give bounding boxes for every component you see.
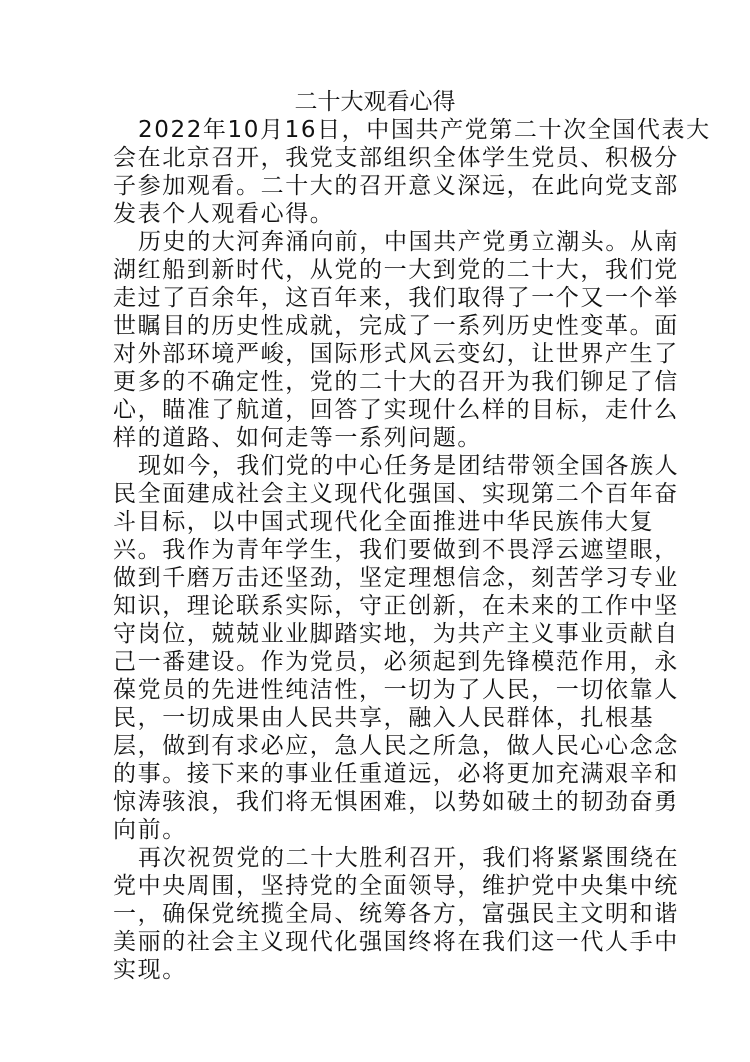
- document-body: [113, 116, 711, 984]
- paragraph-line: 样的道路、如何走等一系列问题。: [113, 425, 482, 451]
- paragraph-line: 走过了百余年，这百年来，我们取得了一个又一个举: [113, 285, 679, 311]
- paragraph-4: [113, 844, 680, 984]
- paragraph-line: 一，确保党统揽全局、统筹各方，富强民主文明和谐: [113, 901, 679, 927]
- paragraph-line: 惊涛骇浪，我们将无惧困难，以势如破土的韧劲奋勇: [113, 789, 679, 815]
- paragraph-line: 2022年10月16日，中国共产党第二十次全国代表大: [138, 117, 711, 143]
- paragraph-2: [113, 228, 680, 452]
- paragraph-line: 层，做到有求必应，急人民之所急，做人民心心念念: [113, 733, 679, 759]
- paragraph-line: 党中央周围，坚持党的全面领导，维护党中央集中统: [113, 873, 679, 899]
- paragraph-line: 更多的不确定性，党的二十大的召开为我们铆足了信: [113, 369, 679, 395]
- paragraph-1: [113, 116, 711, 228]
- paragraph-line: 民全面建成社会主义现代化强国、实现第二个百年奋: [113, 481, 679, 507]
- paragraph-line: 历史的大河奔涌向前，中国共产党勇立潮头。从南: [138, 229, 680, 255]
- paragraph-line: 守岗位，兢兢业业脚踏实地，为共产主义事业贡献自: [113, 621, 679, 647]
- paragraph-line: 会在北京召开，我党支部组织全体学生党员、积极分: [113, 145, 679, 171]
- paragraph-line: 发表个人观看心得。: [113, 201, 335, 227]
- paragraph-line: 的事。接下来的事业任重道远，必将更加充满艰辛和: [113, 761, 679, 787]
- paragraph-line: 心，瞄准了航道，回答了实现什么样的目标，走什么: [113, 397, 679, 423]
- paragraph-line: 再次祝贺党的二十大胜利召开，我们将紧紧围绕在: [138, 845, 680, 871]
- paragraph-line: 实现。: [113, 957, 187, 983]
- paragraph-line: 斗目标，以中国式现代化全面推进中华民族伟大复: [113, 509, 655, 535]
- paragraph-line: 兴。我作为青年学生，我们要做到不畏浮云遮望眼，: [113, 537, 679, 563]
- paragraph-line: 做到千磨万击还坚劲，坚定理想信念，刻苦学习专业: [113, 565, 679, 591]
- paragraph-line: 对外部环境严峻，国际形式风云变幻，让世界产生了: [113, 341, 679, 367]
- paragraph-line: 子参加观看。二十大的召开意义深远，在此向党支部: [113, 173, 679, 199]
- document-title: 二十大观看心得: [294, 89, 456, 115]
- paragraph-line: 己一番建设。作为党员，必须起到先锋模范作用，永: [113, 649, 679, 675]
- paragraph-line: 葆党员的先进性纯洁性，一切为了人民，一切依靠人: [113, 677, 679, 703]
- paragraph-line: 知识，理论联系实际，守正创新，在未来的工作中坚: [113, 593, 679, 619]
- paragraph-line: 湖红船到新时代，从党的一大到党的二十大，我们党: [113, 257, 679, 283]
- paragraph-line: 向前。: [113, 817, 187, 843]
- paragraph-line: 世瞩目的历史性成就，完成了一系列历史性变革。面: [113, 313, 679, 339]
- paragraph-line: 民，一切成果由人民共享，融入人民群体，扎根基: [113, 705, 655, 731]
- paragraph-3: [113, 452, 680, 844]
- paragraph-line: 美丽的社会主义现代化强国终将在我们这一代人手中: [113, 929, 679, 955]
- paragraph-line: 现如今，我们党的中心任务是团结带领全国各族人: [138, 453, 680, 479]
